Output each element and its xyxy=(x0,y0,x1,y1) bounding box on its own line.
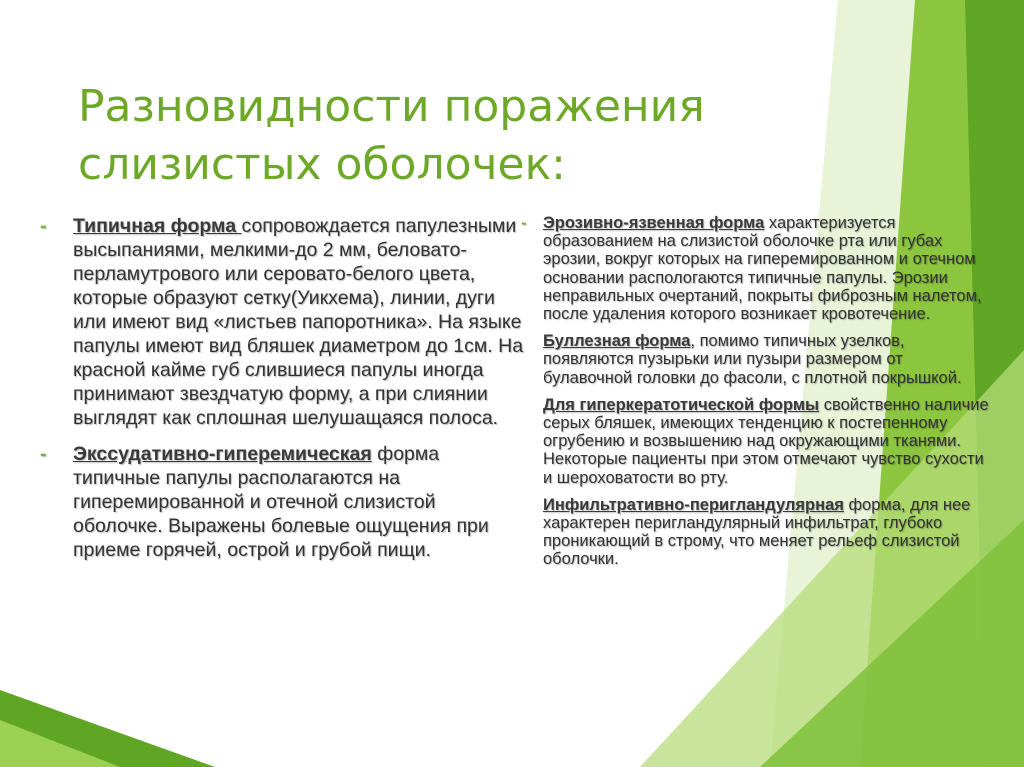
description-typical-form: сопровождается папулезными высыпаниями, мелкими-до 2 мм, беловато-перламутрового или серовато-белого цвета, которые образуют сетку(Уикхема), линии, дуги или имеют вид «листьев папоротника». На языке папулы имеют вид бляшек диаметром до 1см. На красной кайме губ слившиеся папулы иногда принимают звездчатую форму, а при слиянии выглядят как сплошная шелушащаяся полоса. xyxy=(73,215,524,429)
title-line-2: слизистых оболочек: xyxy=(78,139,566,190)
description-exudative-form: форма типичные папулы располагаются на гиперемированной и отечной слизистой оболочке. Выражены болевые ощущения при приеме горячей, острой и грубой пищи. xyxy=(73,443,489,561)
term-erosive-form: Эрозивно-язвенная форма xyxy=(543,214,765,232)
bullet-marker: - xyxy=(40,215,47,237)
list-item-exudative-form xyxy=(40,442,530,562)
list-item-hyperkeratotic-form xyxy=(521,396,996,487)
term-infiltrative-form: Инфильтративно-перигландулярная xyxy=(543,495,844,514)
term-exudative-form: Экссудативно-гиперемическая xyxy=(73,443,372,465)
list-item-infiltrative-form xyxy=(521,496,996,569)
description-infiltrative-form: форма, для нее характерен перигландулярный инфильтрат, глубоко проникающий в строму, что меняет рельеф слизистой оболочки. xyxy=(543,495,971,569)
slide-title xyxy=(78,78,778,194)
list-item-typical-form xyxy=(40,214,530,430)
description-erosive-form: характеризуется образованием на слизистой оболочке рта или губах эрозии, вокруг которых на гиперемированном и отечном основании распологаются типичные папулы. Эрозии неправильных очертаний, покрыты фиброзным налетом, после удаления которого возникает кровотечение. xyxy=(543,214,982,324)
term-typical-form: Типичная форма xyxy=(73,215,242,237)
right-column xyxy=(521,214,996,578)
left-column xyxy=(40,214,530,574)
term-bullous-form: Буллезная форма xyxy=(543,332,691,351)
term-hyperkeratotic-form: Для гиперкератотической формы xyxy=(543,395,820,414)
description-hyperkeratotic-form: свойственно наличие серых бляшек, имеющих тенденцию к постепенному огрубению и возвышению над окружающими тканями. Некоторые пациенты при этом отмечают чувство сухости и шероховатости во рту. xyxy=(543,395,989,487)
description-bullous-form: , помимо типичных узелков, появляются пузырьки или пузыри размером от булавочной головки до фасоли, с плотной покрышкой. xyxy=(543,332,962,387)
bullet-marker: - xyxy=(521,214,527,232)
bullet-marker: - xyxy=(40,443,47,465)
title-line-1: Разновидности поражения xyxy=(78,81,705,132)
list-item-erosive-form xyxy=(521,214,996,323)
list-item-bullous-form xyxy=(521,332,996,387)
